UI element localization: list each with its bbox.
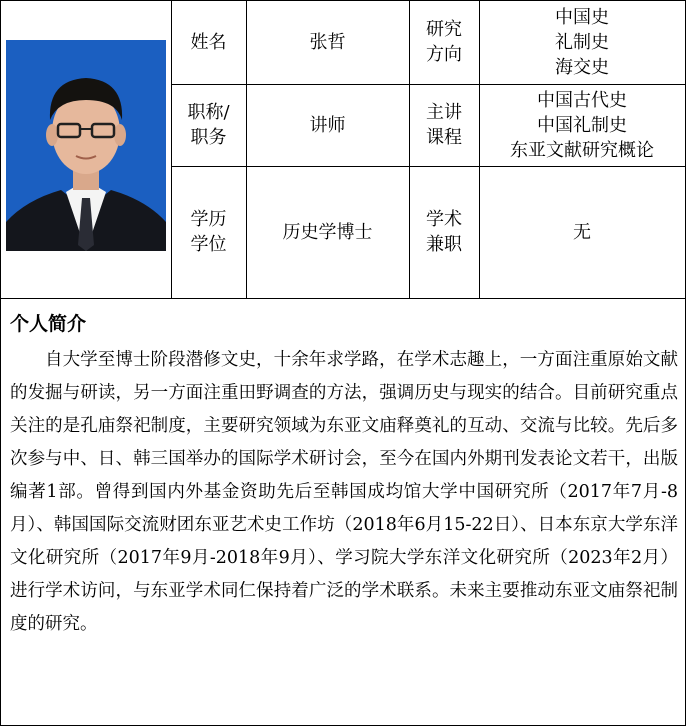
research-direction-label: 研究 方向: [426, 19, 462, 65]
title-label: 职称/ 职务: [187, 102, 230, 148]
academic-post-label: 学术 兼职: [426, 209, 462, 255]
courses-label: 主讲 课程: [426, 102, 462, 148]
bio-text: 自大学至博士阶段潜修文史，十余年求学路，在学术志趣上，一方面注重原始文献的发掘与研读，另一方面注重田野调查的方法，强调历史与现实的结合。目前研究重点关注的是孔庙祭祀制度，主要研究领域为东亚文庙释奠礼的互动、交流与比较。先后多次参与中、日、韩三国举办的国际学术研讨会，至今在国内外期刊发表论文若干，出版编著1部。曾得到国内外基金资助先后至韩国成均馆大学中国研究所（2017年7月-8月）、韩国国际交流财团东亚艺术史工作坊（2018年6月15-22日）、日本东京大学东洋文化研究所（2017年9月-2018年9月）、学习院大学东洋文化研究所（2023年2月）进行学术访问，与东亚学术同仁保持着广泛的学术联系。未来主要推动东亚文庙祭祀制度的研究。: [10, 350, 678, 634]
courses-value: 中国古代史 中国礼制史 东亚文献研究概论: [510, 89, 654, 161]
research-direction-value: 中国史 礼制史 海交史: [555, 6, 609, 78]
person-portrait-icon: [6, 40, 166, 251]
name-label: 姓名: [190, 31, 227, 53]
degree-value: 历史学博士: [282, 221, 373, 243]
title-value: 讲师: [309, 114, 346, 136]
profile-photo: [6, 40, 166, 251]
bio-title: 个人简介: [10, 313, 87, 335]
name-value: 张哲: [309, 31, 346, 53]
degree-label: 学历 学位: [190, 209, 227, 255]
academic-post-value: 无: [573, 221, 591, 243]
grid-line: [0, 298, 685, 299]
